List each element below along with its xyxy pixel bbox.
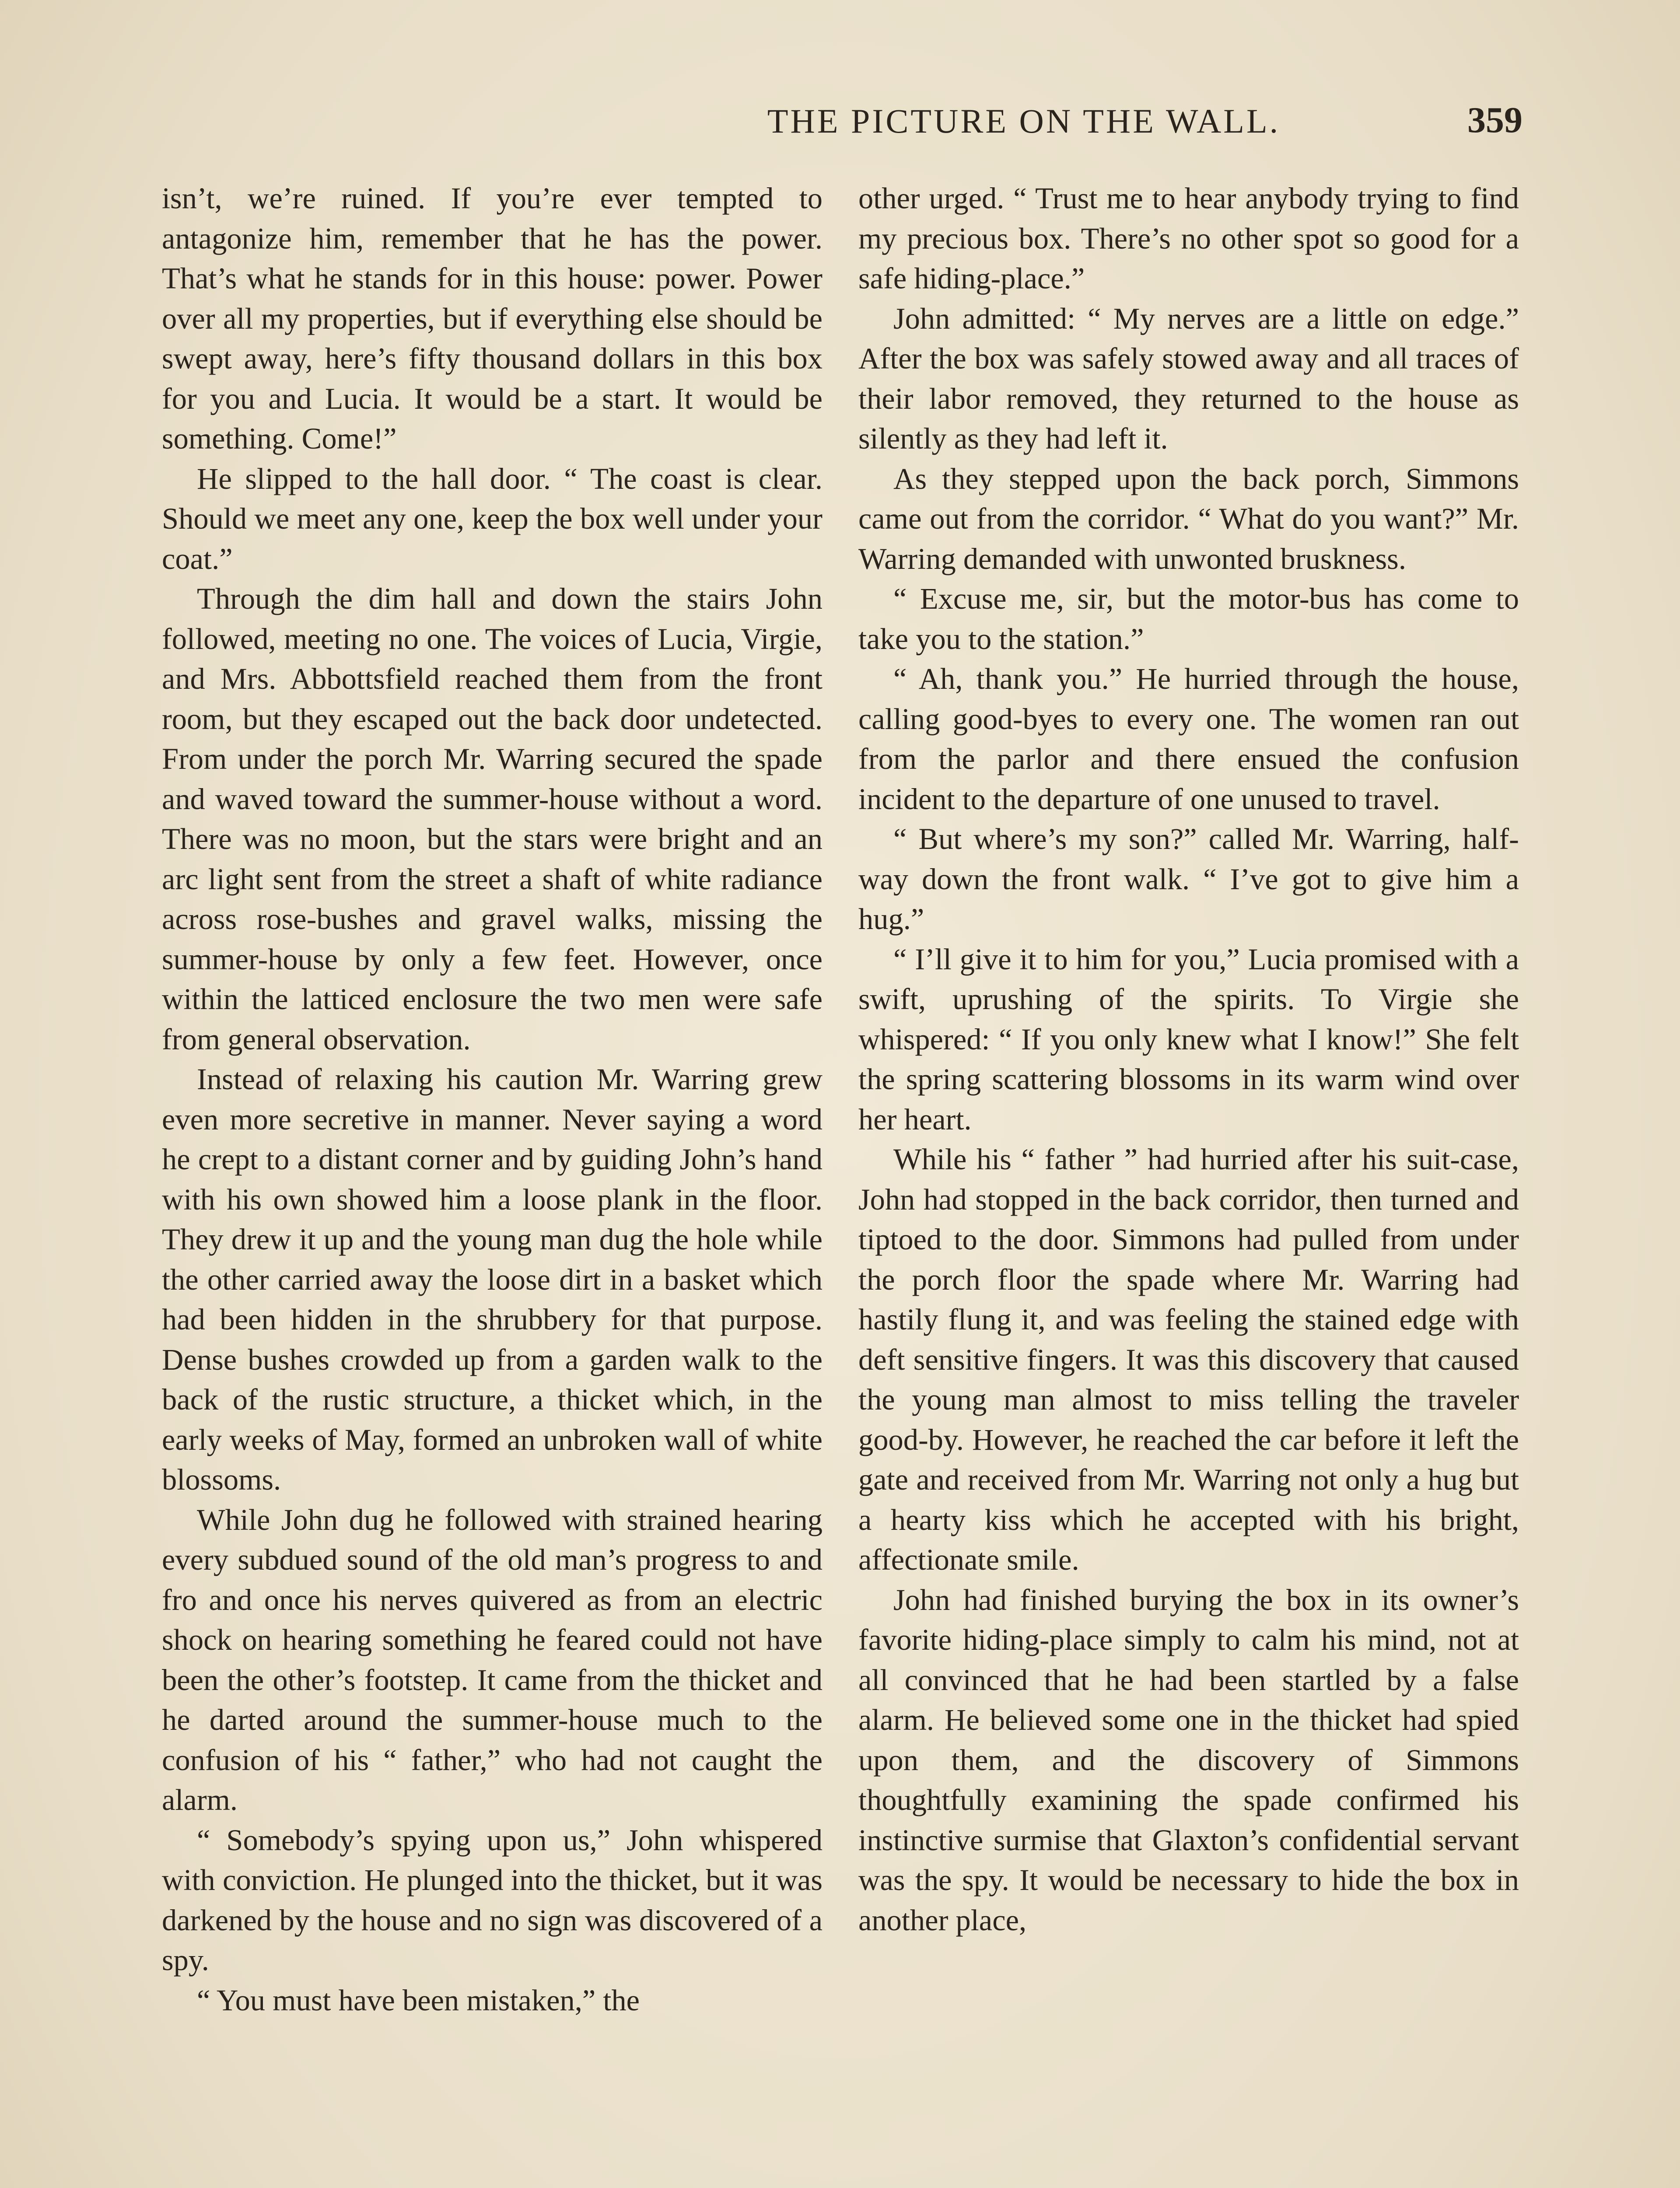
page-number: 359 — [1467, 100, 1522, 140]
paragraph: John admitted: “ My nerves are a little on edge.” After the box was safely stowed away and all traces of their labor removed, they returned to the house as silently as they had left it. — [858, 302, 1519, 455]
left-column — [162, 179, 822, 2020]
paragraph: He slipped to the hall door. “ The coast is clear. Should we meet any one, keep the box well under your coat.” — [162, 462, 822, 575]
running-head: THE PICTURE ON THE WALL. — [767, 102, 1281, 140]
paragraph: isn’t, we’re ruined. If you’re ever tempted to antagonize him, remember that he has the power. That’s what he stands for in this house: power. Power over all my properties, but if everything else should be swept away, here’s fifty thousand dollars in this box for you and Lucia. It would be a start. It would be something. Come!” — [162, 182, 822, 455]
paragraph: “ Excuse me, sir, but the motor-bus has come to take you to the station.” — [858, 582, 1519, 656]
paragraph: John had finished burying the box in its owner’s favorite hiding-place simply to calm his mind, not at all convinced that he had been startled by a false alarm. He believed some one in the thicket had spied upon them, and the discovery of Simmons thoughtfully examining the spade confirmed his instinctive surmise that Glaxton’s confidential servant was the spy. It would be necessary to hide the box in another place, — [858, 1583, 1519, 1937]
paragraph: While his “ father ” had hurried after his suit-case, John had stopped in the back corridor, then turned and tiptoed to the door. Simmons had pulled from under the porch floor the spade where Mr. Warring had hastily flung it, and was feeling the stained edge with deft sensitive fingers. It was this discovery that caused the young man almost to miss telling the traveler good-by. However, he reached the car before it left the gate and received from Mr. Warring not only a hug but a hearty kiss which he accepted with his bright, affectionate smile. — [858, 1143, 1519, 1576]
paragraph: other urged. “ Trust me to hear anybody trying to find my precious box. There’s no other spot so good for a safe hiding-place.” — [858, 182, 1519, 295]
paragraph: “ Ah, thank you.” He hurried through the house, calling good-byes to every one. The women ran out from the parlor and there ensued the confusion incident to the departure of one unused to travel. — [858, 662, 1519, 816]
paragraph: Through the dim hall and down the stairs John followed, meeting no one. The voices of Lucia, Virgie, and Mrs. Abbottsfield reached them from the front room, but they escaped out the back door undetected. From under the porch Mr. Warring secured the spade and waved toward the summer-house without a word. There was no moon, but the stars were bright and an arc light sent from the street a shaft of white radiance across rose-bushes and gravel walks, missing the summer-house by only a few feet. However, once within the latticed enclosure the two men were safe from general observation. — [162, 582, 822, 1056]
paragraph: “ But where’s my son?” called Mr. Warring, half-way down the front walk. “ I’ve got to give him a hug.” — [858, 822, 1519, 936]
paragraph: As they stepped upon the back porch, Simmons came out from the corridor. “ What do you want?” Mr. Warring demanded with unwonted bruskness. — [858, 462, 1519, 575]
paragraph: Instead of relaxing his caution Mr. Warring grew even more secretive in manner. Never saying a word he crept to a distant corner and by guiding John’s hand with his own showed him a loose plank in the floor. They drew it up and the young man dug the hole while the other carried away the loose dirt in a basket which had been hidden in the shrubbery for that purpose. Dense bushes crowded up from a garden walk to the back of the rustic structure, a thicket which, in the early weeks of May, formed an unbroken wall of white blossoms. — [162, 1062, 822, 1496]
paragraph: “ I’ll give it to him for you,” Lucia promised with a swift, uprushing of the spirits. To Virgie she whispered: “ If you only knew what I know!” She felt the spring scattering blossoms in its warm wind over her heart. — [858, 942, 1519, 1136]
right-column — [858, 179, 1519, 1940]
paragraph: “ Somebody’s spying upon us,” John whispered with conviction. He plunged into the thicket, but it was darkened by the house and no sign was discovered of a spy. — [162, 1823, 822, 1977]
paragraph: While John dug he followed with strained hearing every subdued sound of the old man’s progress to and fro and once his nerves quivered as from an electric shock on hearing something he feared could not have been the other’s footstep. It came from the thicket and he darted around the summer-house much to the confusion of his “ father,” who had not caught the alarm. — [162, 1503, 822, 1816]
paragraph: “ You must have been mistaken,” the — [197, 1983, 640, 2017]
